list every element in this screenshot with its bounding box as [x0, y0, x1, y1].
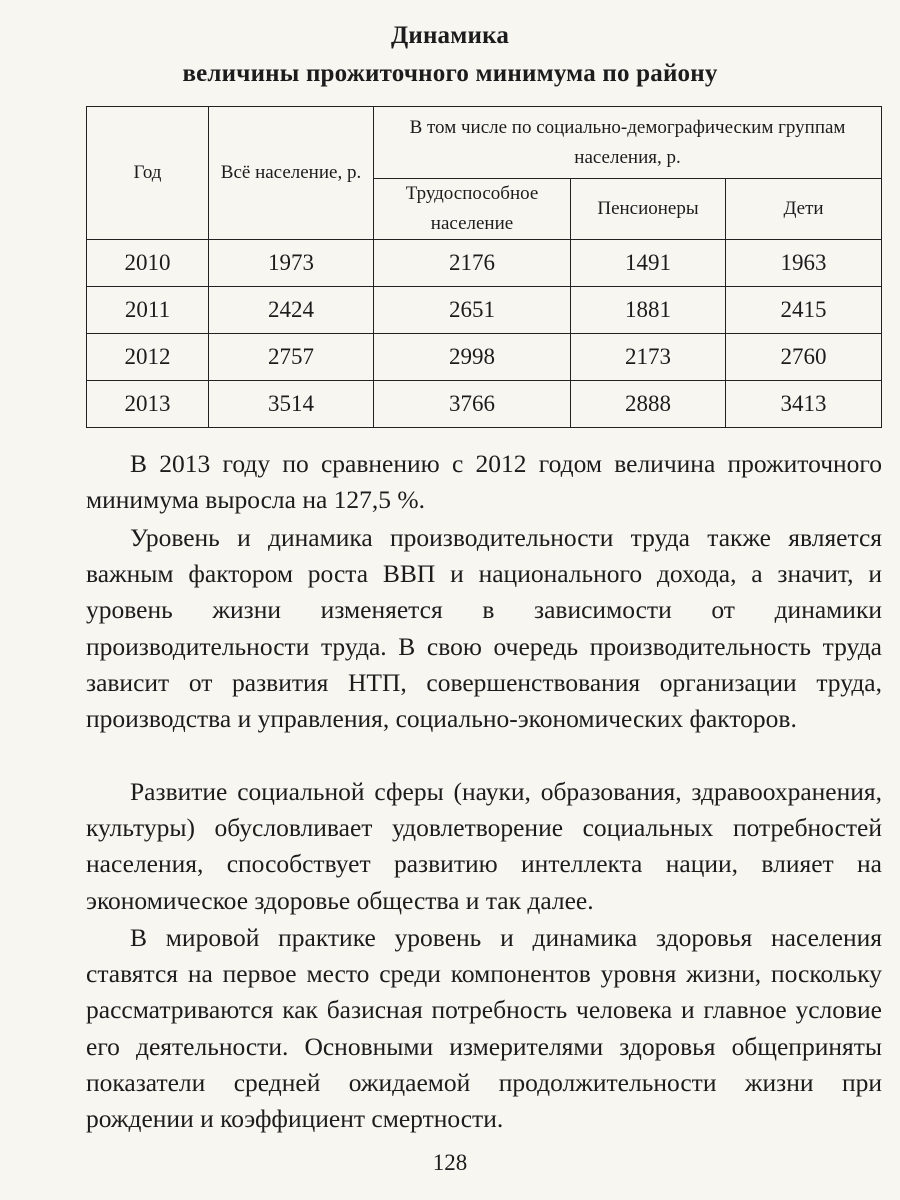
- cell-pensioners: 1491: [571, 240, 726, 287]
- header-working-age: Трудоспособное население: [374, 179, 571, 240]
- paragraph-text: В мировой практике уровень и динамика здоровья населения ставятся на первое место среди компонентов уровня жизни, поскольку рассматриваются как базисная потребность человека и главное условие его деятельности. Основными измерителями здоровья общеприняты показатели средней ожидаемой продолжительности жизни при рождении и коэффициент смертности.: [86, 923, 882, 1134]
- cell-pensioners: 1881: [571, 287, 726, 334]
- cell-children: 1963: [726, 240, 882, 287]
- header-social-groups: В том числе по социально-демографическим группам населения, р.: [374, 107, 882, 179]
- body-paragraph: [86, 446, 882, 518]
- cell-all: 2424: [209, 287, 374, 334]
- table-row: [87, 287, 882, 334]
- cell-all: 3514: [209, 381, 374, 428]
- table-subtitle: величины прожиточного минимума по району: [182, 60, 718, 87]
- paragraph-text: Уровень и динамика производительности труда также является важным фактором роста ВВП и национального дохода, а значит, и уровень жизни изменяется в зависимости от динамики производительности труда. В свою очередь производительность труда зависит от развития НТП, совершенствования организации труда, производства и управления, социально-экономических факторов.: [86, 523, 882, 734]
- cell-working: 2651: [374, 287, 571, 334]
- table-header-row: [87, 107, 882, 179]
- table-row: [87, 334, 882, 381]
- cell-pensioners: 2173: [571, 334, 726, 381]
- header-pensioners: Пенсионеры: [571, 179, 726, 240]
- cell-children: 3413: [726, 381, 882, 428]
- cell-children: 2760: [726, 334, 882, 381]
- cell-year: 2011: [87, 287, 209, 334]
- header-children: Дети: [726, 179, 882, 240]
- paragraph-text: В 2013 году по сравнению с 2012 годом величина прожиточного минимума выросла на 127,5 %.: [86, 449, 882, 515]
- cell-all: 1973: [209, 240, 374, 287]
- body-paragraph: [86, 920, 882, 1137]
- cell-all: 2757: [209, 334, 374, 381]
- cell-children: 2415: [726, 287, 882, 334]
- table-title: Динамика: [390, 22, 510, 49]
- table-row: [87, 240, 882, 287]
- body-paragraph: [86, 774, 882, 919]
- page-number: 128: [432, 1150, 468, 1175]
- header-all-population: Всё население, р.: [209, 107, 374, 240]
- cell-working: 3766: [374, 381, 571, 428]
- cell-pensioners: 2888: [571, 381, 726, 428]
- cell-working: 2176: [374, 240, 571, 287]
- paragraph-text: Развитие социальной сферы (науки, образования, здравоохранения, культуры) обусловливает удовлетворение социальных потребностей населения, способствует развитию интеллекта нации, влияет на экономическое здоровье общества и так далее.: [86, 777, 882, 915]
- header-year: Год: [87, 107, 209, 240]
- cell-year: 2013: [87, 381, 209, 428]
- cell-working: 2998: [374, 334, 571, 381]
- subsistence-minimum-table: [86, 106, 882, 428]
- table-row: [87, 381, 882, 428]
- body-paragraph: [86, 520, 882, 737]
- cell-year: 2012: [87, 334, 209, 381]
- cell-year: 2010: [87, 240, 209, 287]
